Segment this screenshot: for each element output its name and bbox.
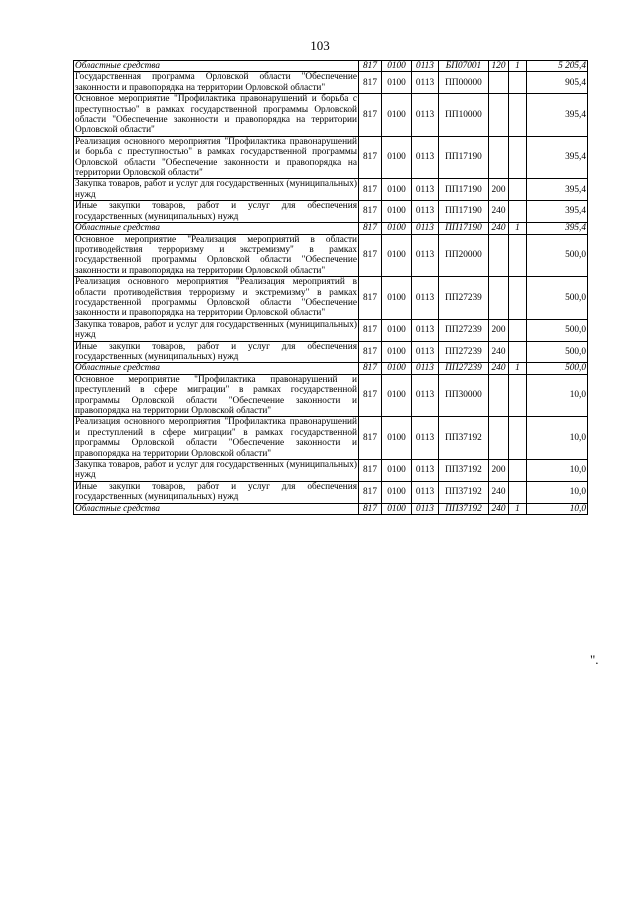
- ministry-code-cell: 817: [359, 503, 382, 514]
- target-item-code-cell: ПП27239: [439, 341, 489, 363]
- subsection-code-cell: 0113: [412, 319, 439, 341]
- subsection-code-cell: 0113: [412, 481, 439, 503]
- table-row: [74, 72, 588, 94]
- section-code-cell: 0100: [382, 363, 412, 374]
- expense-type-code-cell: [489, 374, 509, 417]
- item-name-cell: Государственная программа Орловской области "Обеспечение законности и правопорядка на территории Орловской области": [75, 72, 357, 93]
- item-name-cell: Закупка товаров, работ и услуг для государственных (муниципальных) нужд: [75, 179, 357, 200]
- item-name-cell: Иные закупки товаров, работ и услуг для обеспечения государственных (муниципальных) нужд: [75, 341, 357, 362]
- funding-source-row: [74, 503, 588, 514]
- item-name-cell: Иные закупки товаров, работ и услуг для обеспечения государственных (муниципальных) нужд: [75, 201, 357, 222]
- ministry-code-cell: 817: [359, 201, 382, 223]
- section-code-cell: 0100: [382, 319, 412, 341]
- expense-type-code-cell: 240: [489, 481, 509, 503]
- subsection-code-cell: 0113: [412, 201, 439, 223]
- section-code-cell: 0100: [382, 136, 412, 179]
- funding-source-code-cell: [509, 179, 527, 201]
- section-code-cell: 0100: [382, 72, 412, 94]
- funding-source-code-cell: [509, 341, 527, 363]
- amount-cell: 500,0: [527, 277, 588, 320]
- ministry-code-cell: 817: [359, 223, 382, 234]
- table-row: [74, 277, 588, 320]
- amount-cell: 5 205,4: [527, 61, 588, 72]
- amount-cell: 395,4: [527, 201, 588, 223]
- expense-type-code-cell: 200: [489, 179, 509, 201]
- subsection-code-cell: 0113: [412, 277, 439, 320]
- amount-cell: 10,0: [527, 481, 588, 503]
- item-name-cell: Реализация основного мероприятия "Реализация мероприятий в области противодействия терроризму и экстремизму" в рамках государственной программы Орловской области "Обеспечение законности и правопорядка на территории Орловской области": [75, 277, 357, 319]
- amount-cell: 10,0: [527, 374, 588, 417]
- amount-cell: 500,0: [527, 319, 588, 341]
- funding-source-code-cell: [509, 136, 527, 179]
- ministry-code-cell: 817: [359, 277, 382, 320]
- section-code-cell: 0100: [382, 277, 412, 320]
- amount-cell: 500,0: [527, 234, 588, 277]
- ministry-code-cell: 817: [359, 136, 382, 179]
- item-name-cell: Закупка товаров, работ и услуг для государственных (муниципальных) нужд: [75, 319, 357, 341]
- table-body: [74, 61, 588, 515]
- expense-type-code-cell: 240: [489, 363, 509, 374]
- item-name-cell: Иные закупки товаров, работ и услуг для обеспечения государственных (муниципальных) нужд: [75, 481, 357, 503]
- table-row: [74, 374, 588, 417]
- subsection-code-cell: 0113: [412, 341, 439, 363]
- table-row: [74, 481, 588, 503]
- section-code-cell: 0100: [382, 341, 412, 363]
- amount-cell: 10,0: [527, 460, 588, 482]
- table-row: [74, 460, 588, 482]
- ministry-code-cell: 817: [359, 319, 382, 341]
- section-code-cell: 0100: [382, 179, 412, 201]
- section-code-cell: 0100: [382, 94, 412, 137]
- ministry-code-cell: 817: [359, 481, 382, 503]
- expense-type-code-cell: 240: [489, 503, 509, 514]
- ministry-code-cell: 817: [359, 374, 382, 417]
- funding-source-code-cell: [509, 277, 527, 320]
- expense-type-code-cell: 120: [489, 61, 509, 72]
- item-name-cell: Областные средства: [74, 503, 359, 514]
- amount-cell: 10,0: [527, 417, 588, 460]
- target-item-code-cell: ПП17190: [439, 136, 489, 179]
- section-code-cell: 0100: [382, 223, 412, 234]
- ministry-code-cell: 817: [359, 363, 382, 374]
- funding-source-code-cell: 1: [509, 61, 527, 72]
- expense-type-code-cell: [489, 72, 509, 94]
- target-item-code-cell: БП07001: [439, 61, 489, 72]
- ministry-code-cell: 817: [359, 417, 382, 460]
- section-code-cell: 0100: [382, 460, 412, 482]
- section-code-cell: 0100: [382, 481, 412, 503]
- target-item-code-cell: ПП37192: [439, 503, 489, 514]
- item-name-cell: Реализация основного мероприятия "Профилактика правонарушений и борьба с преступностью" в рамках государственной программы Орловской области "Обеспечение законности и правопорядка на территории Орловской области": [75, 136, 357, 179]
- subsection-code-cell: 0113: [412, 136, 439, 179]
- subsection-code-cell: 0113: [412, 223, 439, 234]
- target-item-code-cell: ПП17190: [439, 223, 489, 234]
- funding-source-row: [74, 223, 588, 234]
- table-row: [74, 94, 588, 137]
- ministry-code-cell: 817: [359, 234, 382, 277]
- expense-type-code-cell: 240: [489, 341, 509, 363]
- target-item-code-cell: ПП37192: [439, 481, 489, 503]
- section-code-cell: 0100: [382, 201, 412, 223]
- target-item-code-cell: ПП27239: [439, 363, 489, 374]
- ministry-code-cell: 817: [359, 460, 382, 482]
- item-name-cell: Закупка товаров, работ и услуг для государственных (муниципальных) нужд: [75, 460, 357, 481]
- expense-type-code-cell: [489, 234, 509, 277]
- ministry-code-cell: 817: [359, 341, 382, 363]
- subsection-code-cell: 0113: [412, 234, 439, 277]
- funding-source-code-cell: 1: [509, 223, 527, 234]
- funding-source-code-cell: [509, 72, 527, 94]
- section-code-cell: 0100: [382, 61, 412, 72]
- funding-source-code-cell: 1: [509, 363, 527, 374]
- funding-source-row: [74, 61, 588, 72]
- subsection-code-cell: 0113: [412, 179, 439, 201]
- expense-type-code-cell: [489, 277, 509, 320]
- amount-cell: 395,4: [527, 94, 588, 137]
- item-name-cell: Областные средства: [74, 363, 359, 374]
- amount-cell: 395,4: [527, 223, 588, 234]
- item-name-cell: Областные средства: [74, 61, 359, 72]
- ministry-code-cell: 817: [359, 94, 382, 137]
- expense-type-code-cell: 240: [489, 201, 509, 223]
- subsection-code-cell: 0113: [412, 374, 439, 417]
- expense-type-code-cell: 200: [489, 319, 509, 341]
- funding-source-code-cell: [509, 234, 527, 277]
- section-code-cell: 0100: [382, 417, 412, 460]
- section-code-cell: 0100: [382, 234, 412, 277]
- target-item-code-cell: ПП27239: [439, 319, 489, 341]
- target-item-code-cell: ПП17190: [439, 179, 489, 201]
- target-item-code-cell: ПП30000: [439, 374, 489, 417]
- subsection-code-cell: 0113: [412, 417, 439, 460]
- item-name-cell: Реализация основного мероприятия "Профилактика правонарушений и преступлений в сфере миграции" в рамках государственной программы Орловской области "Обеспечение законности и правопорядка на территории Орловской области": [75, 417, 357, 459]
- target-item-code-cell: ПП27239: [439, 277, 489, 320]
- ministry-code-cell: 817: [359, 61, 382, 72]
- table-row: [74, 341, 588, 363]
- expense-type-code-cell: 240: [489, 223, 509, 234]
- target-item-code-cell: ПП00000: [439, 72, 489, 94]
- funding-source-code-cell: [509, 94, 527, 137]
- table-row: [74, 201, 588, 223]
- ministry-code-cell: 817: [359, 179, 382, 201]
- section-code-cell: 0100: [382, 374, 412, 417]
- subsection-code-cell: 0113: [412, 94, 439, 137]
- target-item-code-cell: ПП37192: [439, 417, 489, 460]
- funding-source-code-cell: 1: [509, 503, 527, 514]
- expense-type-code-cell: 200: [489, 460, 509, 482]
- funding-source-row: [74, 363, 588, 374]
- table-row: [74, 319, 588, 341]
- target-item-code-cell: ПП20000: [439, 234, 489, 277]
- amount-cell: 500,0: [527, 341, 588, 363]
- closing-quote-mark: ".: [590, 652, 599, 667]
- subsection-code-cell: 0113: [412, 61, 439, 72]
- table-row: [74, 179, 588, 201]
- subsection-code-cell: 0113: [412, 503, 439, 514]
- subsection-code-cell: 0113: [412, 460, 439, 482]
- funding-source-code-cell: [509, 481, 527, 503]
- table-row: [74, 417, 588, 460]
- table-row: [74, 136, 588, 179]
- amount-cell: 10,0: [527, 503, 588, 514]
- target-item-code-cell: ПП17190: [439, 201, 489, 223]
- funding-source-code-cell: [509, 319, 527, 341]
- expense-type-code-cell: [489, 136, 509, 179]
- ministry-code-cell: 817: [359, 72, 382, 94]
- section-code-cell: 0100: [382, 503, 412, 514]
- amount-cell: 905,4: [527, 72, 588, 94]
- expense-type-code-cell: [489, 94, 509, 137]
- table-row: [74, 234, 588, 277]
- expense-type-code-cell: [489, 417, 509, 460]
- item-name-cell: Основное мероприятие "Профилактика правонарушений и преступлений в сфере миграции" в рамках государственной программы Орловской области "Обеспечение законности и правопорядка на территории Орловской области": [75, 374, 357, 416]
- amount-cell: 395,4: [527, 136, 588, 179]
- amount-cell: 395,4: [527, 179, 588, 201]
- budget-table: [73, 60, 588, 515]
- funding-source-code-cell: [509, 374, 527, 417]
- subsection-code-cell: 0113: [412, 363, 439, 374]
- funding-source-code-cell: [509, 460, 527, 482]
- target-item-code-cell: ПП10000: [439, 94, 489, 137]
- target-item-code-cell: ПП37192: [439, 460, 489, 482]
- item-name-cell: Основное мероприятие "Реализация мероприятий в области противодействия терроризму и экстремизму" в рамках государственной программы Орловской области "Обеспечение законности и правопорядка на территории Орловской области": [75, 234, 357, 276]
- item-name-cell: Областные средства: [74, 223, 359, 234]
- item-name-cell: Основное мероприятие "Профилактика правонарушений и борьба с преступностью" в рамках государственной программы Орловской области "Обеспечение законности и правопорядка на территории Орловской области": [75, 94, 357, 136]
- amount-cell: 500,0: [527, 363, 588, 374]
- subsection-code-cell: 0113: [412, 72, 439, 94]
- funding-source-code-cell: [509, 201, 527, 223]
- page-number: 103: [310, 38, 330, 53]
- funding-source-code-cell: [509, 417, 527, 460]
